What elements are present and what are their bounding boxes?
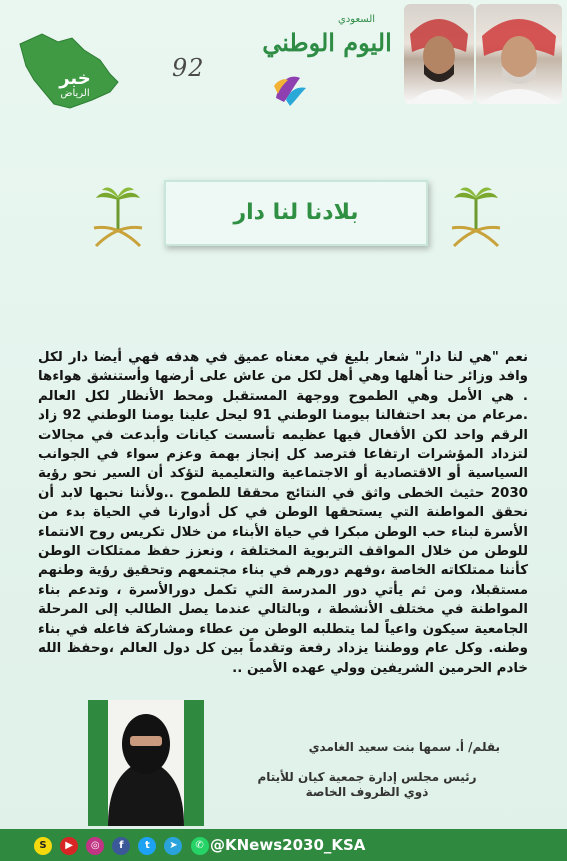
- leaders-portraits: [404, 4, 564, 104]
- author-title-line1: رئيس مجلس إدارة جمعية كيان للأيتام: [257, 770, 477, 784]
- footer: [0, 829, 567, 861]
- page-title: بلادنا لنا دار: [233, 200, 359, 225]
- palm-swords-emblem-icon: [90, 184, 146, 254]
- logo-title: اليوم الوطني: [262, 28, 392, 57]
- instagram-icon[interactable]: ◎: [86, 837, 104, 855]
- author-title-line2: ذوي الظروف الخاصة: [305, 785, 429, 799]
- portrait-crown-prince: [404, 4, 474, 104]
- header: [0, 0, 567, 130]
- youtube-icon[interactable]: ▶: [60, 837, 78, 855]
- snapchat-icon[interactable]: S: [34, 837, 52, 855]
- whatsapp-icon[interactable]: ✆: [191, 837, 209, 855]
- national-day-logo: [252, 10, 402, 120]
- author-name: بقلم/ أ. سمها بنت سعيد الغامدي: [308, 740, 500, 754]
- logo-subtext: السعودي: [338, 14, 376, 25]
- twitter-icon[interactable]: t: [138, 837, 156, 855]
- telegram-icon[interactable]: ➤: [164, 837, 182, 855]
- national-day-number: 92: [172, 54, 205, 82]
- palm-swords-emblem-icon: [448, 184, 504, 254]
- facebook-icon[interactable]: f: [112, 837, 130, 855]
- badge-city: الرياض: [60, 88, 90, 99]
- social-handle[interactable]: @KNews2030_KSA: [210, 836, 366, 854]
- badge-name: خبر: [59, 68, 91, 89]
- title-row: [0, 178, 567, 258]
- title-box: [164, 180, 428, 246]
- logo-ribbon-icon: [270, 68, 310, 108]
- author-photo: [88, 700, 204, 826]
- author-title: [222, 770, 512, 800]
- saudi-map-logo: [14, 30, 122, 112]
- social-icons: [34, 835, 212, 855]
- article-body: نعم "هي لنا دار" شعار بليغ في معناه عميق في هدفه فهي أيضا دار لكل وافد وزائر حنا أهلها وهي أهل لكل من عاش على أرضها وأستنشق هواءها . هي الأمل وهي الطموح ووجهة المستقبل ومحط الأنظار لكل العالم .مرعام من بعد احتفالنا بيومنا الوطني 91 ليحل علينا يومنا الوطني 92 زاد الرقم واحد لكن الأفعال فيها عظيمه تأسست كيانات وأبدعت في مجالات لتزداد المؤشرات ارتفاعا فترصد كل إنجاز بهمة وعزم سواء في الجوانب السياسية أو الاقتصادية أو الاجتماعية والتعليمية لتؤكد أن السير نحو رؤية 2030 حثيث الخطى واثق في النتائج محققا للطموح ..ولأننا نحبها لابد أن نحقق المواطنة التي يستحقها الوطن في كل أدوارنا في الحياة بدء من الأسرة لبناء حب الوطن مبكرا في حياة الأبناء من خلال تكريس روح الانتماء للوطن من خلال المواقف التربوية المختلفة ، ونعزز حفظ ممتلكات الوطن كأننا ممتلكاته الخاصة ،وفهم دورهم في بناء مجتمعهم وتحقيق رؤية وطنهم مستقبلا، ومن ثم يأتي دور المدرسة التي تكمل دورالأسرة ، وتدعم بناء المواطنة في مختلف الأنشطة ، وبالتالي عندما يصل الطالب إلى المرحلة الجامعية سيكون واعياً لما يتطلبه الوطن من عطاء ومشاركة فاعله في بناء وطنه. وكل عام ووطننا يزداد رفعة وتقدماً بين كل دول العالم ،وحفظ الله خادم الحرمين الشريفين وولي عهده الأمين ..: [38, 350, 528, 676]
- portrait-king: [476, 4, 562, 104]
